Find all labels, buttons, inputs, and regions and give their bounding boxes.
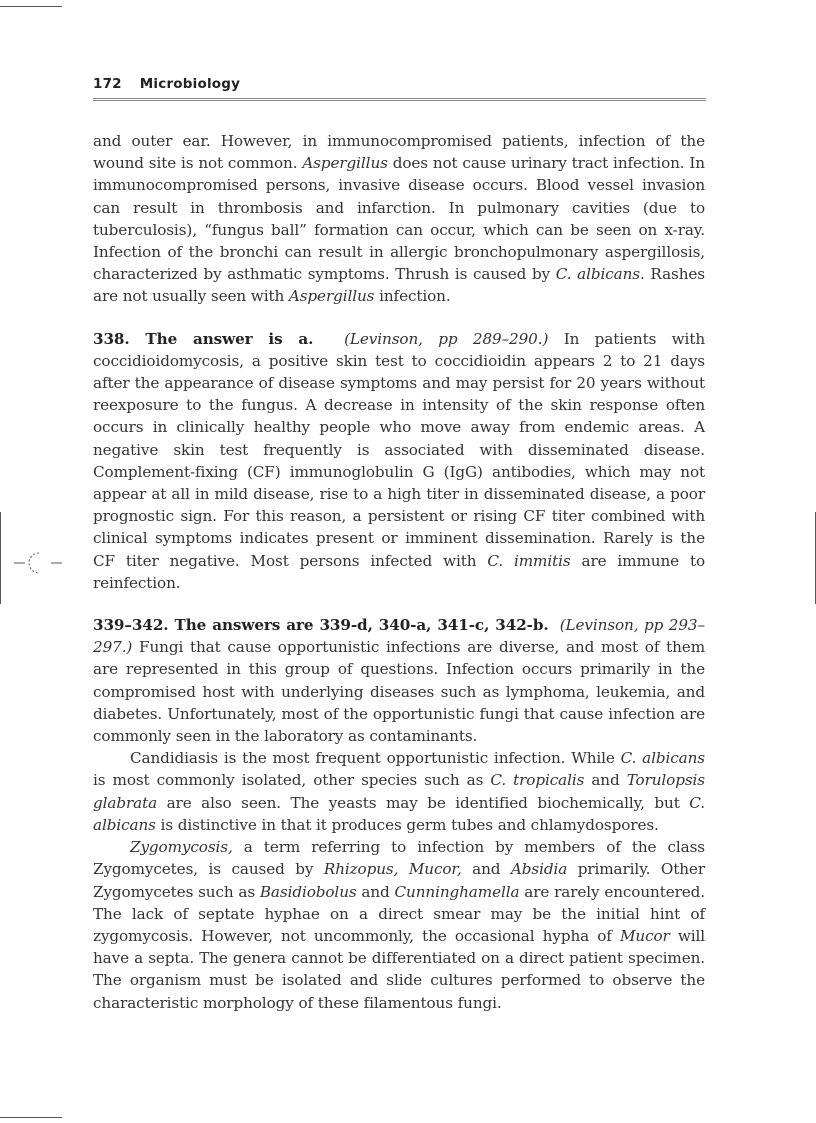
paragraph-candidiasis: Candidiasis is the most frequent opportunistic infection. While C. albicans is most commonly isolated, other species such as C. tropicalis and Torulopsis glabrata are also seen. The yeasts may be identified biochemically, but C. albicans is distinctive in that it produces germ tubes and chlamydospores. bbox=[93, 749, 705, 834]
running-title: Microbiology bbox=[139, 76, 241, 92]
answer-label: 339–342. The answers are 339-d, 340-a, 341-c, 342-b. bbox=[93, 616, 549, 635]
answer-label: 338. The answer is a. bbox=[93, 329, 314, 348]
paragraph-zygomycosis: Zygomycosis, a term referring to infection by members of the class Zygomycetes, is caused by Rhizopus, Mucor, and Absidia primarily. Other Zygomycetes such as Basidiobolus and Cunninghamella are rarely encountered. The lack of septate hyphae on a direct smear may be the initial hint of zygomycosis. However, not uncommonly, the occasional hypha of Mucor will have a septa. The genera cannot be differentiated on a direct patient specimen. The organism must be isolated and slide cultures performed to observe the characteristic morphology of these filamentous fungi. bbox=[93, 838, 706, 1012]
citation: (Levinson, pp 289–290.) bbox=[344, 329, 549, 348]
paragraph-aspergillus: and outer ear. However, in immunocompromised patients, infection of the wound site is not common. Aspergillus does not cause urinary tract infection. In immunocompromised persons, invasive disease occurs. Blood vessel invasion can result in thrombosis and infarction. In pulmonary cavities (due to tuberculosis), “fungus ball” formation can occur, which can be seen on x-ray. Infection of the bronchi can result in allergic bronchopulmonary aspergillosis, characterized by asthmatic symptoms. Thrush is caused by C. albicans. Rashes are not usually seen with Aspergillus infection. bbox=[93, 132, 705, 306]
page-body bbox=[93, 130, 705, 1014]
answer-339-342: 339–342. The answers are 339-d, 340-a, 341-c, 342-b. (Levinson, pp 293–297.) Fungi that cause opportunistic infections are diverse, and most of them are represented in this group of questions. Infection occurs primarily in the compromised host with underlying diseases such as lymphoma, leukemia, and diabetes. Unfortunately, most of the opportunistic fungi that cause infection are commonly seen in the laboratory as contaminants. bbox=[93, 616, 705, 746]
crop-mark-left-edge bbox=[0, 512, 1, 604]
citation: (Levinson, pp 293–297.) bbox=[93, 616, 705, 657]
running-header bbox=[93, 76, 705, 92]
crop-mark-top-left bbox=[0, 6, 62, 7]
registration-mark-icon bbox=[14, 548, 64, 578]
page-number: 172 bbox=[93, 76, 122, 92]
crop-mark-bottom-left bbox=[0, 1117, 62, 1118]
answer-338: 338. The answer is a. (Levinson, pp 289–290.) In patients with coccidioidomycosis, a positive skin test to coccidioidin appears 2 to 21 days after the appearance of disease symptoms and may persist for 20 years without reexposure to the fungus. A decrease in intensity of the skin response often occurs in clinically healthy people who move away from endemic areas. A negative skin test frequently is associated with disseminated disease. Complement-fixing (CF) immunoglobulin G (IgG) antibodies, which may not appear at all in mild disease, rise to a high titer in disseminated disease, a poor prognostic sign. For this reason, a persistent or rising CF titer combined with clinical symptoms indicates present or imminent dissemination. Rarely is the CF titer negative. Most persons infected with C. immitis are immune to reinfection. bbox=[93, 329, 706, 592]
header-rule bbox=[93, 98, 706, 101]
